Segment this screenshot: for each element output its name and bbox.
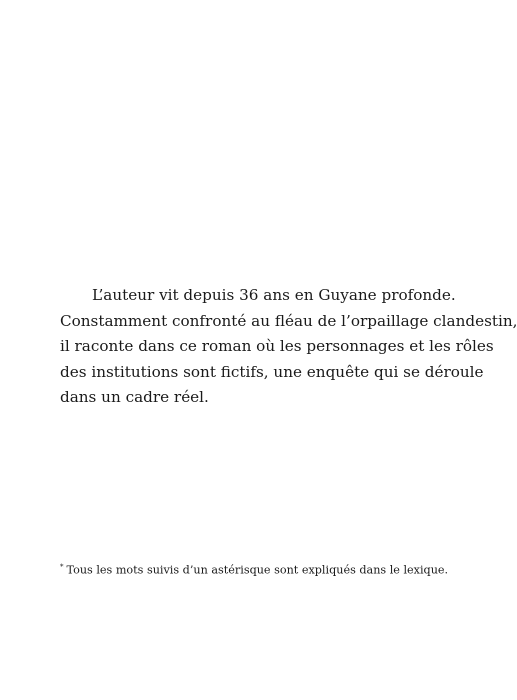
footnote-text: Tous les mots suivis d’un astérisque sont expliqués dans le lexique. (66, 563, 449, 577)
paragraph-line: Constamment confronté au fléau de l’orpaillage clandestin, (60, 311, 517, 330)
footnote (60, 559, 449, 579)
author-note-paragraph (60, 283, 517, 411)
paragraph-line: dans un cadre réel. (60, 388, 209, 406)
footnote-marker: * (60, 563, 64, 571)
paragraph-line: des institutions sont fictifs, une enquête qui se déroule (60, 362, 484, 381)
paragraph-line: L’auteur vit depuis 36 ans en Guyane profonde. (92, 286, 456, 304)
paragraph-line: il raconte dans ce roman où les personnages et les rôles (60, 337, 494, 355)
